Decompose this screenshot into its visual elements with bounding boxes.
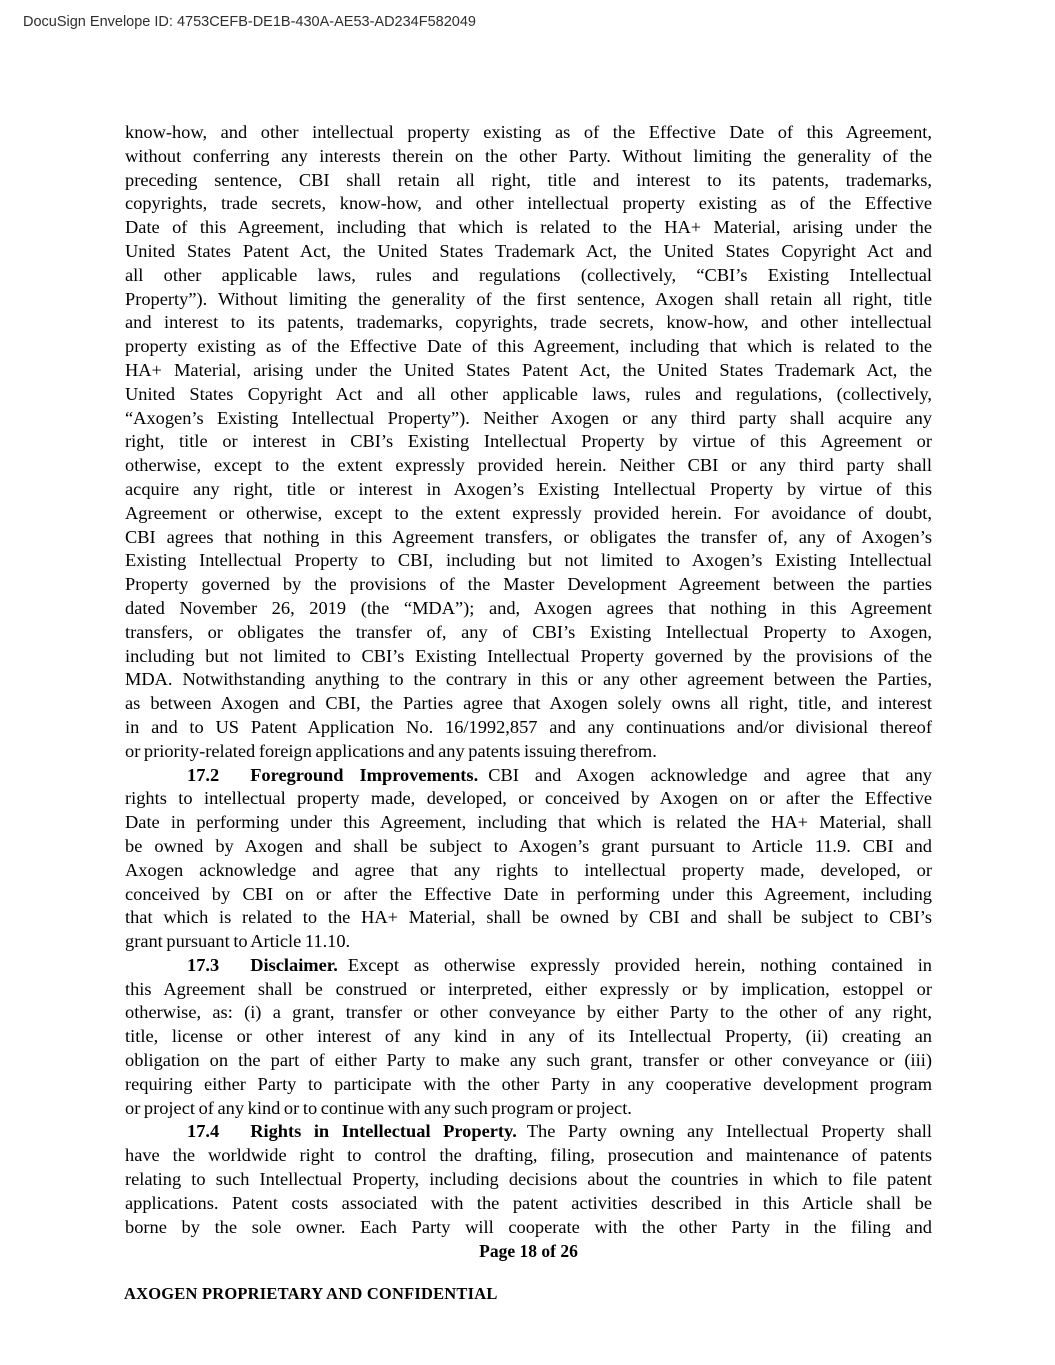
text-line: that which is related to the HA+ Material, shall be owned by CBI and shall be subject to CBI’s [125, 907, 932, 928]
text-line: MDA. Notwithstanding anything to the contrary in this or any other agreement between the Parties, [125, 669, 932, 690]
text-line: requiring either Party to participate with the other Party in any cooperative development program [125, 1073, 932, 1094]
text-line: copyrights, trade secrets, know-how, and other intellectual property existing as of the Effective [125, 193, 932, 214]
text-line: without conferring any interests therein on the other Party. Without limiting the generality of the [125, 145, 932, 166]
text-line: grant pursuant to Article 11.10. [125, 931, 351, 952]
section-title: Rights in Intellectual Property. [250, 1121, 517, 1142]
text-line: obligation on the part of either Party to make any such grant, transfer or other conveyance or (iii) [125, 1050, 932, 1071]
text-line: in and to US Patent Application No. 16/1992,857 and any continuations and/or divisional thereof [125, 716, 932, 737]
section-number: 17.2 [187, 764, 220, 785]
text-line: including but not limited to CBI’s Existing Intellectual Property governed by the provisions of the [125, 645, 932, 666]
text-line: or project of any kind or to continue with any such program or project. [125, 1097, 632, 1118]
text-line: have the worldwide right to control the drafting, filing, prosecution and maintenance of patents [125, 1145, 932, 1166]
text-line: all other applicable laws, rules and regulations (collectively, “CBI’s Existing Intellectual [125, 264, 932, 285]
confidentiality-notice: AXOGEN PROPRIETARY AND CONFIDENTIAL [124, 1284, 498, 1303]
text-line: Existing Intellectual Property to CBI, including but not limited to Axogen’s Existing Intellectual [125, 550, 932, 571]
text-line: acquire any right, title or interest in Axogen’s Existing Intellectual Property by virtue of this [125, 478, 932, 499]
section-title: Foreground Improvements. [250, 764, 479, 785]
text-line: United States Patent Act, the United States Trademark Act, the United States Copyright Act and [125, 240, 932, 261]
text-line: or priority-related foreign applications and any patents issuing therefrom. [125, 740, 657, 761]
text-line: Agreement or otherwise, except to the extent expressly provided herein. For avoidance of doubt, [125, 502, 932, 523]
text-line: transfers, or obligates the transfer of, any of CBI’s Existing Intellectual Property to Axogen, [125, 621, 932, 642]
text-line: Date in performing under this Agreement, including that which is related the HA+ Material, shall [125, 812, 932, 833]
text-line: preceding sentence, CBI shall retain all right, title and interest to its patents, trademarks, [125, 169, 932, 190]
section-number: 17.3 [187, 954, 220, 975]
text-line: otherwise, as: (i) a grant, transfer or other conveyance by either Party to the other of any right, [125, 1002, 932, 1023]
text-line: relating to such Intellectual Property, including decisions about the countries in which to file patent [125, 1169, 932, 1190]
section-number: 17.4 [187, 1121, 220, 1142]
text-line: “Axogen’s Existing Intellectual Property”). Neither Axogen or any third party shall acquire any [125, 407, 932, 428]
text-line: rights to intellectual property made, developed, or conceived by Axogen on or after the Effective [125, 788, 932, 809]
text-line: property existing as of the Effective Date of this Agreement, including that which is related to the [125, 336, 932, 357]
section-title: Disclaimer. [250, 954, 338, 975]
section-heading-line: 17.3 Disclaimer. Except as otherwise expressly provided herein, nothing contained in [187, 954, 932, 975]
text-line: applications. Patent costs associated with the patent activities described in this Article shall be [125, 1192, 932, 1213]
text-line: otherwise, except to the extent expressly provided herein. Neither CBI or any third party shall [125, 455, 932, 476]
text-line: this Agreement shall be construed or interpreted, either expressly or by implication, estoppel or [125, 978, 932, 999]
text-line: Property”). Without limiting the generality of the first sentence, Axogen shall retain all right, title [125, 288, 932, 309]
text-line: know-how, and other intellectual property existing as of the Effective Date of this Agreement, [125, 122, 932, 142]
document-body [125, 121, 932, 1239]
text-line: be owned by Axogen and shall be subject to Axogen’s grant pursuant to Article 11.9. CBI and [125, 835, 932, 856]
text-line: borne by the sole owner. Each Party will cooperate with the other Party in the filing and [125, 1216, 932, 1237]
text-line: title, license or other interest of any kind in any of its Intellectual Property, (ii) creating an [125, 1026, 932, 1047]
section-heading-line: 17.2 Foreground Improvements. CBI and Axogen acknowledge and agree that any [187, 764, 932, 785]
text-line: right, title or interest in CBI’s Existing Intellectual Property by virtue of this Agreement or [125, 431, 932, 452]
text-line: HA+ Material, arising under the United States Patent Act, the United States Trademark Act, the [125, 359, 932, 380]
text-line: conceived by CBI on or after the Effective Date in performing under this Agreement, including [125, 883, 932, 904]
text-line: CBI agrees that nothing in this Agreement transfers, or obligates the transfer of, any of Axogen’s [125, 526, 932, 547]
text-line: United States Copyright Act and all other applicable laws, rules and regulations, (collectively, [125, 383, 932, 404]
text-line: and interest to its patents, trademarks, copyrights, trade secrets, know-how, and other intellectual [125, 312, 932, 333]
section-heading-line: 17.4 Rights in Intellectual Property. The Party owning any Intellectual Property shall [187, 1121, 932, 1142]
text-line: Property governed by the provisions of the Master Development Agreement between the parties [125, 574, 932, 595]
text-line: as between Axogen and CBI, the Parties agree that Axogen solely owns all right, title, and interest [125, 693, 932, 714]
text-line: Axogen acknowledge and agree that any rights to intellectual property made, developed, or [125, 859, 932, 880]
docusign-envelope-id: DocuSign Envelope ID: 4753CEFB-DE1B-430A-AE53-AD234F582049 [23, 14, 476, 30]
text-line: dated November 26, 2019 (the “MDA”); and, Axogen agrees that nothing in this Agreement [125, 597, 932, 618]
page-number: Page 18 of 26 [479, 1241, 578, 1261]
text-line: Date of this Agreement, including that which is related to the HA+ Material, arising under the [125, 217, 932, 238]
